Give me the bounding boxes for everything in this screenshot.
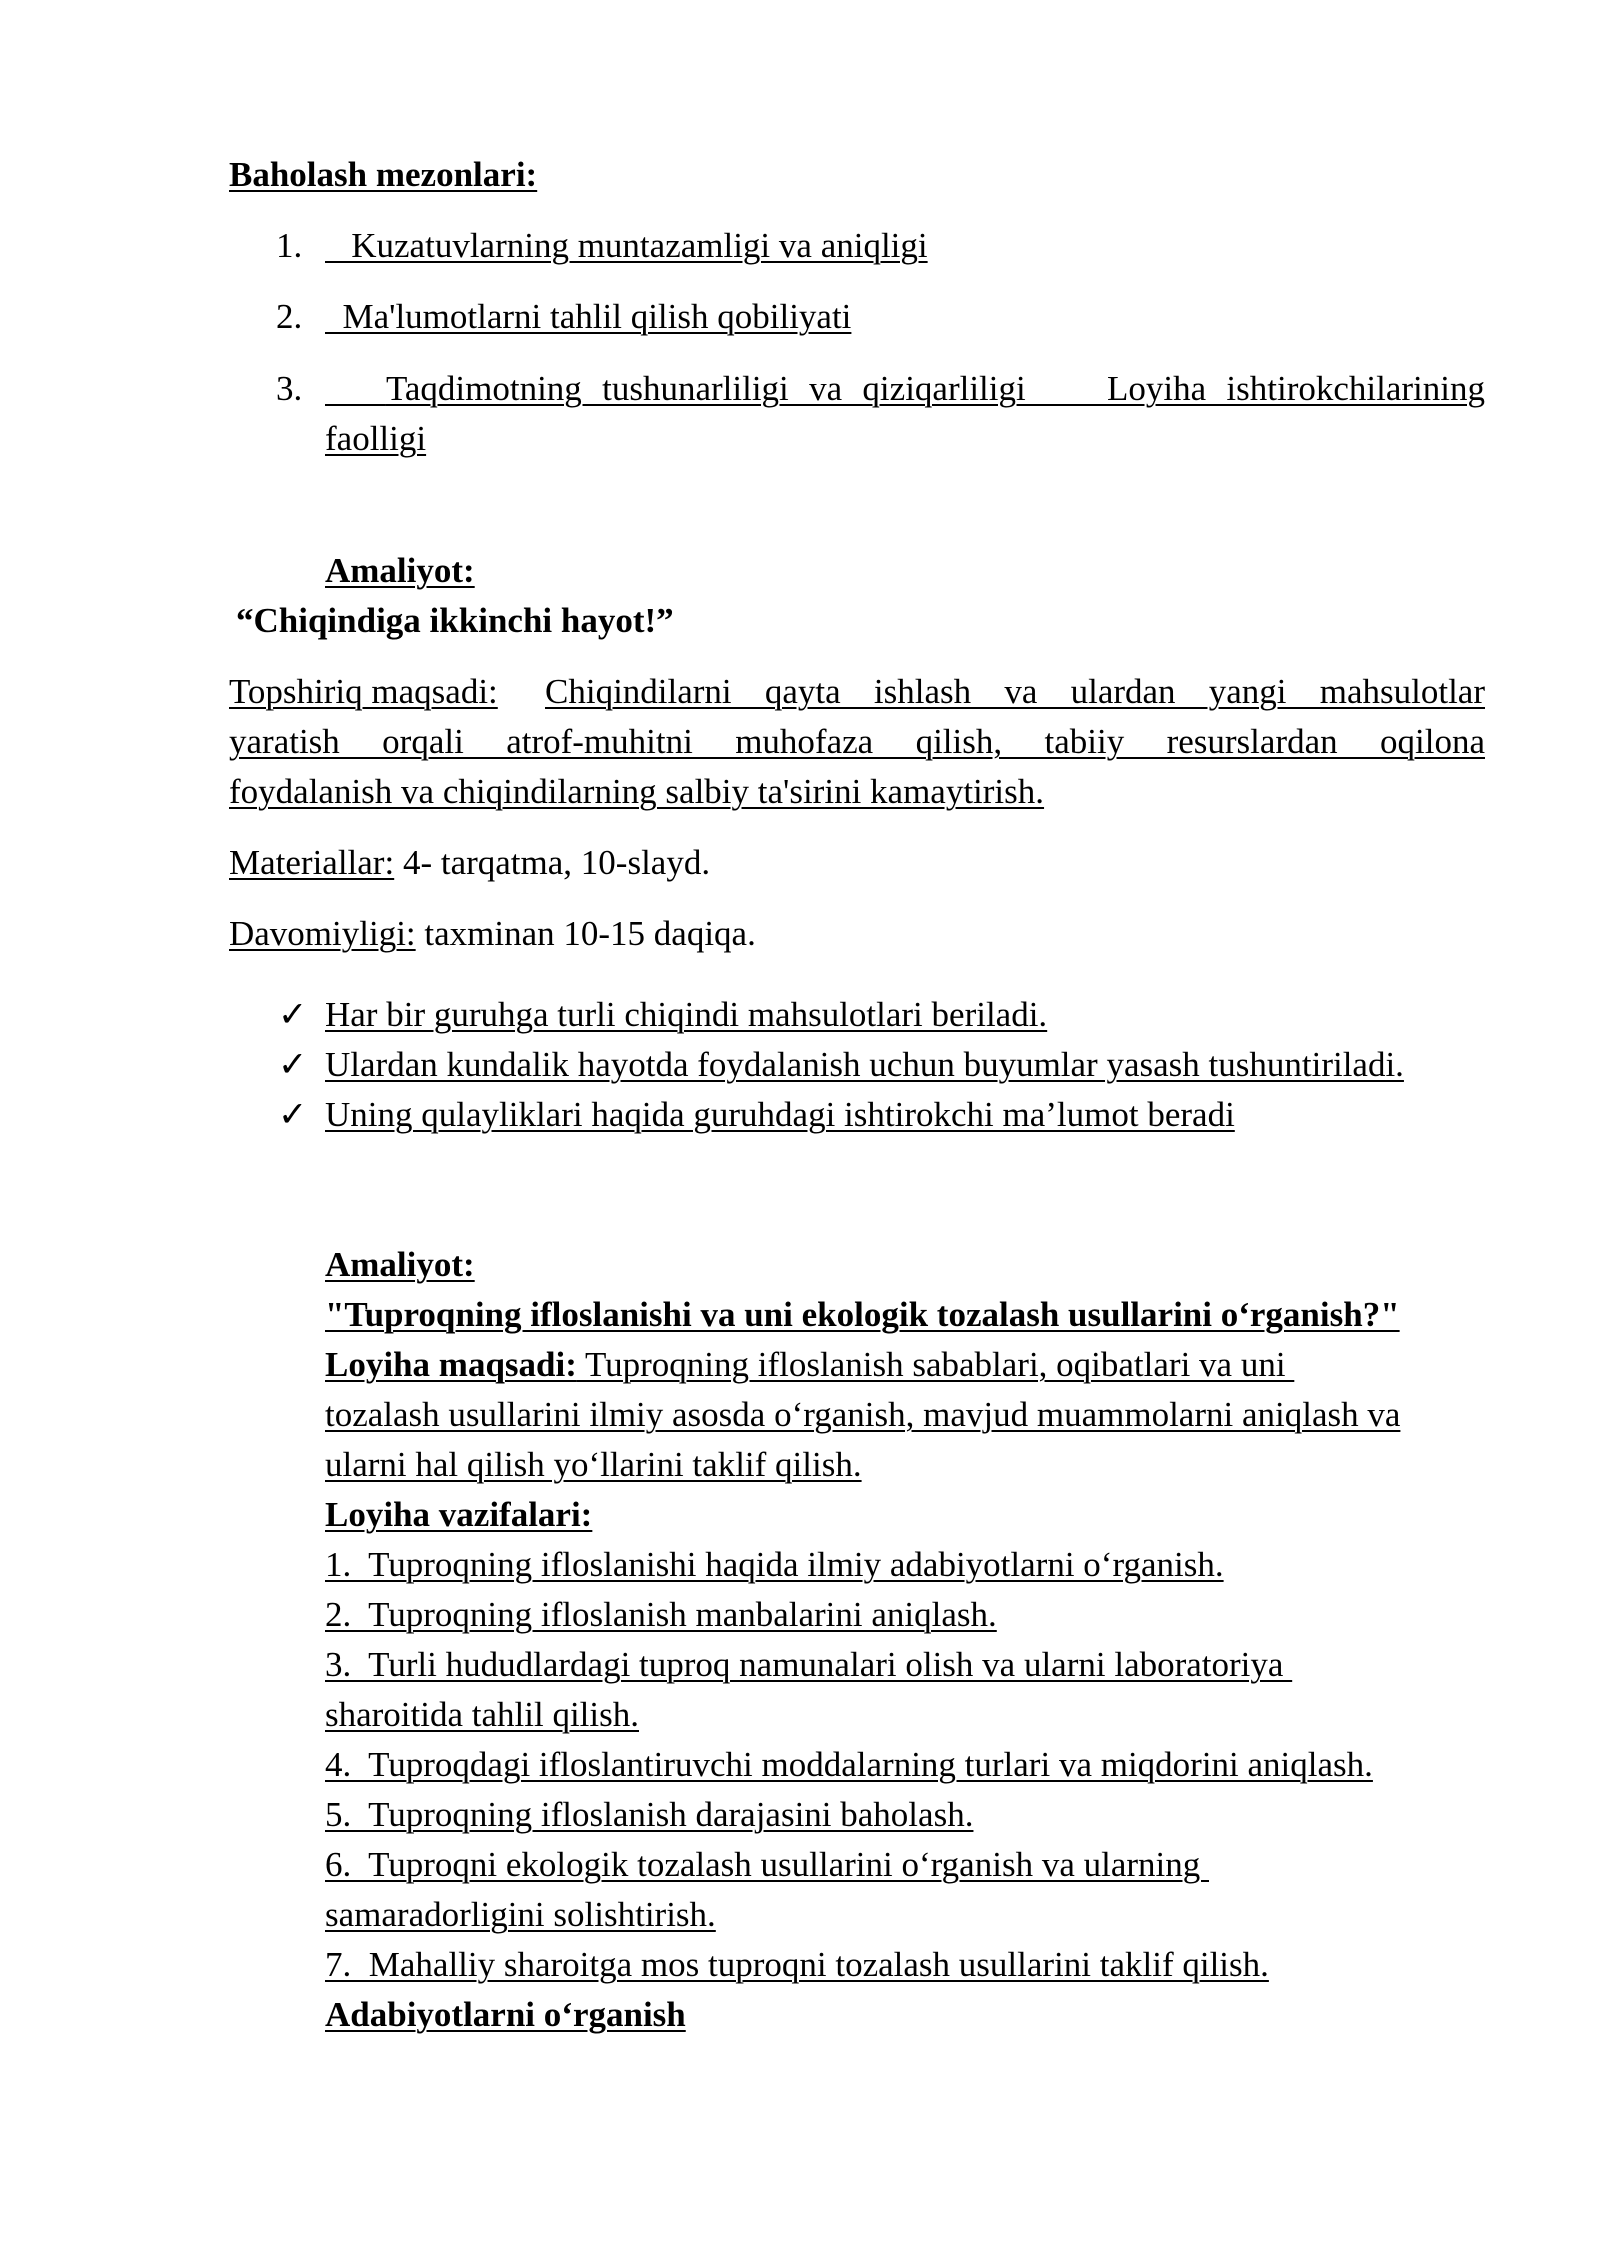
practice2-tasks-heading: Loyiha vazifalari: <box>325 1495 593 1534</box>
criteria-item: Ma'lumotlarni tahlil qilish qobiliyati <box>325 297 852 336</box>
practice2-goal-label: Loyiha maqsadi: <box>325 1345 577 1384</box>
practice1-step: Ulardan kundalik hayotda foydalanish uchun buyumlar yasash tushuntiriladi. <box>325 1045 1404 1084</box>
materials-label: Materiallar: <box>229 843 395 882</box>
practice2-goal-text: Tuproqning ifloslanish sabablari, oqibatlari va uni <box>576 1345 1295 1384</box>
criteria-item-continuation: faolligi <box>325 419 427 458</box>
duration-label: Davomiyligi: <box>229 914 416 953</box>
practice2-task: 6. Tuproqni ekologik tozalash usullarini o‘rganish va ularning <box>325 1845 1209 1884</box>
checkmark-icon: ✓ <box>278 1045 308 1084</box>
practice2-task-continuation: samaradorligini solishtirish. <box>325 1895 716 1934</box>
duration-value: taxminan 10-15 daqiqa. <box>415 914 756 953</box>
practice2-task: 1. Tuproqning ifloslanishi haqida ilmiy adabiyotlarni o‘rganish. <box>325 1545 1224 1584</box>
practice1-duration <box>229 909 756 959</box>
practice1-step: Uning qulayliklari haqida guruhdagi ishtirokchi ma’lumot beradi <box>325 1095 1235 1134</box>
criteria-item: Taqdimotning tushunarliligi va qiziqarliligi Loyiha ishtirokchilarining <box>325 369 1485 408</box>
criteria-item: Kuzatuvlarning muntazamligi va aniqligi <box>325 226 928 265</box>
practice2-goal-text: ularni hal qilish yo‘llarini taklif qilish. <box>325 1445 862 1484</box>
practice1-goal-text: foydalanish va chiqindilarning salbiy ta'sirini kamaytirish. <box>229 772 1045 811</box>
practice2-task: 3. Turli hududlardagi tuproq namunalari olish va ularni laboratoriya <box>325 1645 1293 1684</box>
criteria-heading: Baholash mezonlari: <box>229 155 538 194</box>
literature-heading: Adabiyotlarni o‘rganish <box>325 1995 686 2034</box>
practice1-heading: Amaliyot: <box>325 551 475 590</box>
materials-value: 4- tarqatma, 10-slayd. <box>394 843 711 882</box>
practice2-heading: Amaliyot: <box>325 1245 475 1284</box>
practice2-task: 2. Tuproqning ifloslanish manbalarini aniqlash. <box>325 1595 997 1634</box>
practice2-title: "Tuproqning ifloslanishi va uni ekologik tozalash usullarini o‘rganish?" <box>325 1295 1400 1334</box>
criteria-item-number: 1. <box>276 226 303 265</box>
practice2-task: 4. Tuproqdagi ifloslantiruvchi moddalarning turlari va miqdorini aniqlash. <box>325 1745 1373 1784</box>
criteria-item-number: 2. <box>276 297 303 336</box>
practice2-task-continuation: sharoitida tahlil qilish. <box>325 1695 639 1734</box>
practice1-goal-label: Topshiriq maqsadi: <box>229 672 498 711</box>
checkmark-icon: ✓ <box>278 995 308 1034</box>
criteria-item-number: 3. <box>276 369 303 408</box>
practice1-goal-text: Chiqindilarni qayta ishlash va ulardan yangi mahsulotlar <box>545 672 1485 711</box>
practice2-task: 7. Mahalliy sharoitga mos tuproqni tozalash usullarini taklif qilish. <box>325 1945 1269 1984</box>
practice1-materials <box>229 838 710 888</box>
practice1-step: Har bir guruhga turli chiqindi mahsulotlari beriladi. <box>325 995 1048 1034</box>
practice2-goal-text: tozalash usullarini ilmiy asosda o‘rganish, mavjud muammolarni aniqlash va <box>325 1395 1401 1434</box>
practice1-title: “Chiqindiga ikkinchi hayot!” <box>236 601 674 640</box>
practice1-goal-text: yaratish orqali atrof-muhitni muhofaza qilish, tabiiy resurslardan oqilona <box>229 722 1485 761</box>
practice2-goal-line <box>325 1340 1294 1390</box>
practice1-goal-line <box>229 667 1485 717</box>
checkmark-icon: ✓ <box>278 1095 308 1134</box>
practice2-task: 5. Tuproqning ifloslanish darajasini baholash. <box>325 1795 974 1834</box>
